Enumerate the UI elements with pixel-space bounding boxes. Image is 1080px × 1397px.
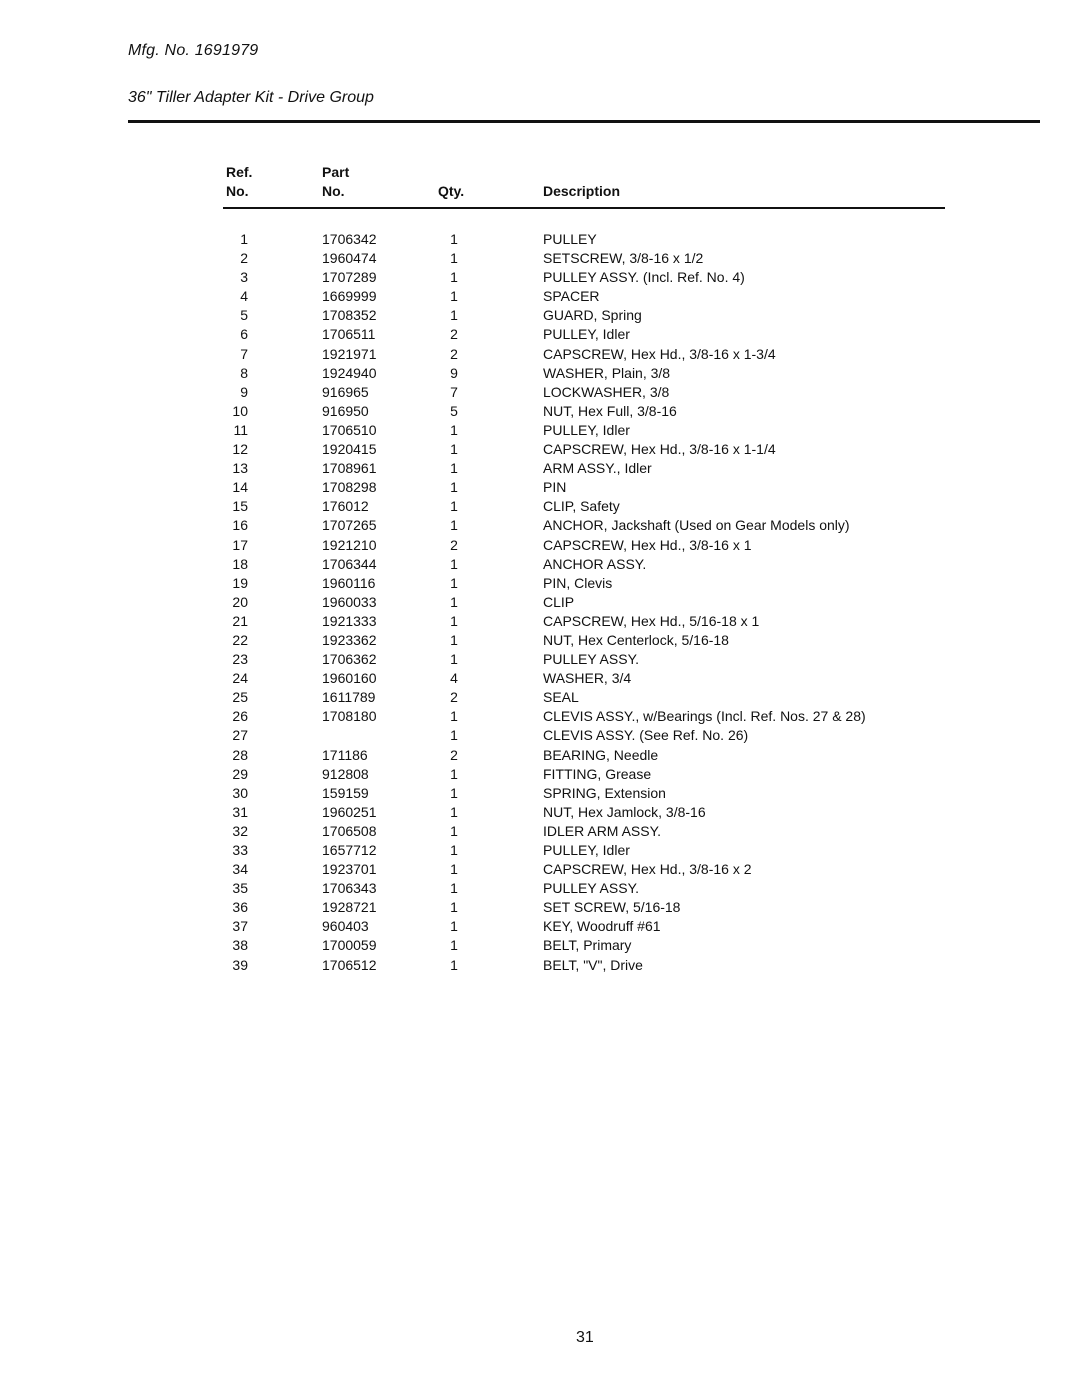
quantity: 1 (450, 631, 458, 648)
table-row (0, 784, 1080, 803)
quantity: 1 (450, 307, 458, 324)
quantity: 1 (450, 479, 458, 496)
ref-number: 38 (232, 937, 248, 954)
quantity: 9 (450, 364, 458, 381)
table-row (0, 459, 1080, 478)
description: BEARING, Needle (543, 746, 659, 763)
table-row (0, 841, 1080, 860)
part-number: 1669999 (322, 288, 377, 305)
table-row (0, 898, 1080, 917)
description: CAPSCREW, Hex Hd., 5/16-18 x 1 (543, 612, 760, 629)
ref-number: 18 (232, 555, 248, 572)
top-divider (128, 120, 1040, 123)
table-row (0, 593, 1080, 612)
description: LOCKWASHER, 3/8 (543, 383, 670, 400)
part-number: 1611789 (322, 689, 376, 706)
ref-number: 37 (232, 918, 248, 935)
part-number: 1706508 (322, 822, 377, 839)
header-part-no (322, 163, 349, 201)
part-number: 1708352 (322, 307, 377, 324)
quantity: 1 (450, 555, 458, 572)
quantity: 1 (450, 231, 458, 247)
table-row (0, 402, 1080, 421)
ref-number: 36 (232, 899, 248, 916)
part-number: 1707265 (322, 517, 377, 534)
quantity: 2 (450, 689, 458, 706)
quantity: 1 (450, 612, 458, 629)
description: CLEVIS ASSY. (See Ref. No. 26) (543, 727, 749, 744)
part-number: 1923701 (322, 861, 377, 878)
part-number: 1708298 (322, 479, 377, 496)
part-number: 1960033 (322, 593, 377, 610)
quantity: 2 (450, 536, 458, 553)
table-row (0, 440, 1080, 459)
description: PULLEY ASSY. (543, 880, 639, 897)
table-row (0, 822, 1080, 841)
ref-number: 9 (240, 383, 248, 400)
description: CLIP (543, 593, 575, 610)
description: GUARD, Spring (543, 307, 642, 324)
ref-number: 21 (232, 612, 248, 629)
ref-number: 4 (240, 288, 248, 305)
table-row (0, 497, 1080, 516)
part-number: 1923362 (322, 631, 377, 648)
quantity: 1 (450, 593, 458, 610)
part-number: 1707289 (322, 269, 377, 286)
table-row (0, 325, 1080, 344)
table-row (0, 746, 1080, 765)
quantity: 1 (450, 460, 458, 477)
table-row (0, 287, 1080, 306)
quantity: 1 (450, 651, 458, 668)
table-row (0, 879, 1080, 898)
description: FITTING, Grease (543, 765, 652, 782)
table-row (0, 688, 1080, 707)
quantity: 1 (450, 441, 458, 458)
quantity: 7 (450, 383, 458, 400)
quantity: 1 (450, 803, 458, 820)
quantity: 1 (450, 250, 458, 267)
table-row (0, 516, 1080, 535)
ref-number: 39 (232, 956, 248, 973)
part-number: 916950 (322, 402, 369, 419)
table-row (0, 936, 1080, 955)
quantity: 1 (450, 918, 458, 935)
part-number: 176012 (322, 498, 369, 515)
part-number: 1657712 (322, 842, 377, 858)
description: WASHER, 3/4 (543, 670, 632, 687)
quantity: 1 (450, 956, 458, 973)
ref-number: 31 (232, 803, 248, 820)
table-row (0, 306, 1080, 325)
ref-number: 1 (240, 231, 248, 247)
description: PIN, Clevis (543, 574, 613, 591)
mfg-number: Mfg. No. 1691979 (128, 42, 259, 59)
ref-number: 13 (232, 460, 248, 477)
description: NUT, Hex Full, 3/8-16 (543, 402, 677, 419)
description: PULLEY, Idler (543, 421, 630, 438)
header-part-line2: No. (322, 183, 345, 199)
page-title: 36" Tiller Adapter Kit - Drive Group (128, 89, 374, 106)
description: ANCHOR, Jackshaft (Used on Gear Models only) (543, 517, 850, 534)
ref-number: 22 (232, 631, 248, 648)
part-number: 1921971 (322, 345, 377, 362)
part-number: 159159 (322, 784, 369, 801)
description: SET SCREW, 5/16-18 (543, 899, 681, 916)
ref-number: 14 (232, 479, 248, 496)
part-number: 1960251 (322, 803, 377, 820)
part-number: 171186 (322, 746, 368, 763)
part-number: 1706511 (322, 326, 376, 343)
quantity: 1 (450, 784, 458, 801)
table-row (0, 364, 1080, 383)
table-row (0, 249, 1080, 268)
quantity: 1 (450, 727, 458, 744)
part-number: 1700059 (322, 937, 377, 954)
quantity: 1 (450, 708, 458, 725)
ref-number: 30 (232, 784, 248, 801)
header-qty: Qty. (438, 183, 465, 199)
ref-number: 15 (232, 498, 248, 515)
quantity: 1 (450, 421, 458, 438)
description: CAPSCREW, Hex Hd., 3/8-16 x 1-3/4 (543, 345, 776, 362)
quantity: 1 (450, 880, 458, 897)
ref-number: 32 (232, 822, 248, 839)
quantity: 5 (450, 402, 458, 419)
quantity: 1 (450, 822, 458, 839)
description: ARM ASSY., Idler (543, 460, 652, 477)
table-row (0, 383, 1080, 402)
header-ref-line1: Ref. (226, 164, 253, 180)
part-number: 1706362 (322, 651, 377, 668)
table-row (0, 765, 1080, 784)
part-number: 1706344 (322, 555, 377, 572)
description: CAPSCREW, Hex Hd., 3/8-16 x 1 (543, 536, 752, 553)
table-row (0, 536, 1080, 555)
part-number: 1706512 (322, 956, 377, 973)
ref-number: 17 (232, 536, 248, 553)
quantity: 2 (450, 326, 458, 343)
table-row (0, 421, 1080, 440)
ref-number: 28 (232, 746, 248, 763)
ref-number: 16 (232, 517, 248, 534)
description: SPRING, Extension (543, 784, 666, 801)
description: ANCHOR ASSY. (543, 555, 647, 572)
description: PULLEY ASSY. (Incl. Ref. No. 4) (543, 269, 745, 286)
description: CAPSCREW, Hex Hd., 3/8-16 x 1-1/4 (543, 441, 776, 458)
description: NUT, Hex Jamlock, 3/8-16 (543, 803, 706, 820)
part-number: 1708180 (322, 708, 377, 725)
part-number: 1921210 (322, 536, 377, 553)
table-row (0, 956, 1080, 975)
table-row (0, 268, 1080, 287)
description: BELT, Primary (543, 937, 632, 954)
table-row (0, 707, 1080, 726)
description: CLIP, Safety (543, 498, 620, 515)
table-row (0, 230, 1080, 249)
ref-number: 29 (232, 765, 248, 782)
quantity: 1 (450, 288, 458, 305)
table-row (0, 803, 1080, 822)
ref-number: 3 (240, 269, 248, 286)
description: CLEVIS ASSY., w/Bearings (Incl. Ref. Nos. 27 & 28) (543, 708, 866, 725)
quantity: 1 (450, 517, 458, 534)
description: SETSCREW, 3/8-16 x 1/2 (543, 250, 704, 267)
table-row (0, 574, 1080, 593)
table-row (0, 612, 1080, 631)
quantity: 1 (450, 861, 458, 878)
quantity: 1 (450, 498, 458, 515)
ref-number: 5 (240, 307, 248, 324)
header-part-line1: Part (322, 164, 350, 180)
description: IDLER ARM ASSY. (543, 822, 662, 839)
description: PULLEY, Idler (543, 326, 630, 343)
ref-number: 7 (240, 345, 248, 362)
part-number: 1706510 (322, 421, 377, 438)
description: NUT, Hex Centerlock, 5/16-18 (543, 631, 729, 648)
quantity: 1 (450, 765, 458, 782)
description: KEY, Woodruff #61 (543, 918, 661, 935)
ref-number: 2 (240, 250, 248, 267)
ref-number: 25 (232, 689, 248, 706)
table-row (0, 478, 1080, 497)
ref-number: 26 (232, 708, 248, 725)
description: PULLEY, Idler (543, 842, 630, 858)
part-number: 916965 (322, 383, 369, 400)
part-number: 1928721 (322, 899, 377, 916)
description: CAPSCREW, Hex Hd., 3/8-16 x 2 (543, 861, 752, 878)
ref-number: 12 (232, 441, 248, 458)
header-ref-line2: No. (226, 183, 249, 199)
header-ref-no (226, 163, 252, 201)
description: SEAL (543, 689, 579, 706)
ref-number: 33 (232, 842, 248, 858)
table-row (0, 555, 1080, 574)
ref-number: 24 (232, 670, 248, 687)
part-number: 960403 (322, 918, 369, 935)
table-row (0, 631, 1080, 650)
header-description: Description (543, 183, 621, 199)
page-number: 31 (576, 1329, 594, 1346)
ref-number: 10 (232, 402, 248, 419)
part-number: 1706343 (322, 880, 377, 897)
table-row (0, 669, 1080, 688)
table-row (0, 860, 1080, 879)
ref-number: 23 (232, 651, 248, 668)
ref-number: 27 (232, 727, 248, 744)
table-row (0, 345, 1080, 364)
part-number: 1960116 (322, 574, 376, 591)
ref-number: 35 (232, 880, 248, 897)
quantity: 1 (450, 899, 458, 916)
part-number: 1960160 (322, 670, 377, 687)
table-row (0, 917, 1080, 936)
quantity: 2 (450, 345, 458, 362)
quantity: 4 (450, 670, 458, 687)
part-number: 1960474 (322, 250, 377, 267)
quantity: 1 (450, 574, 458, 591)
quantity: 2 (450, 746, 458, 763)
description: PIN (543, 479, 567, 496)
quantity: 1 (450, 269, 458, 286)
description: SPACER (543, 288, 600, 305)
part-number: 1921333 (322, 612, 377, 629)
ref-number: 8 (240, 364, 248, 381)
part-number: 1708961 (322, 460, 377, 477)
part-number: 1706342 (322, 231, 377, 247)
description: WASHER, Plain, 3/8 (543, 364, 671, 381)
ref-number: 34 (232, 861, 248, 878)
ref-number: 11 (233, 421, 248, 438)
ref-number: 19 (232, 574, 248, 591)
ref-number: 6 (240, 326, 248, 343)
part-number: 1924940 (322, 364, 377, 381)
description: BELT, "V", Drive (543, 956, 643, 973)
description: PULLEY (543, 231, 597, 247)
part-number: 912808 (322, 765, 369, 782)
parts-list (0, 230, 1080, 975)
table-row (0, 726, 1080, 745)
header-divider (223, 207, 945, 209)
ref-number: 20 (232, 593, 248, 610)
quantity: 1 (450, 842, 458, 858)
quantity: 1 (450, 937, 458, 954)
part-number: 1920415 (322, 441, 377, 458)
table-row (0, 650, 1080, 669)
description: PULLEY ASSY. (543, 651, 639, 668)
